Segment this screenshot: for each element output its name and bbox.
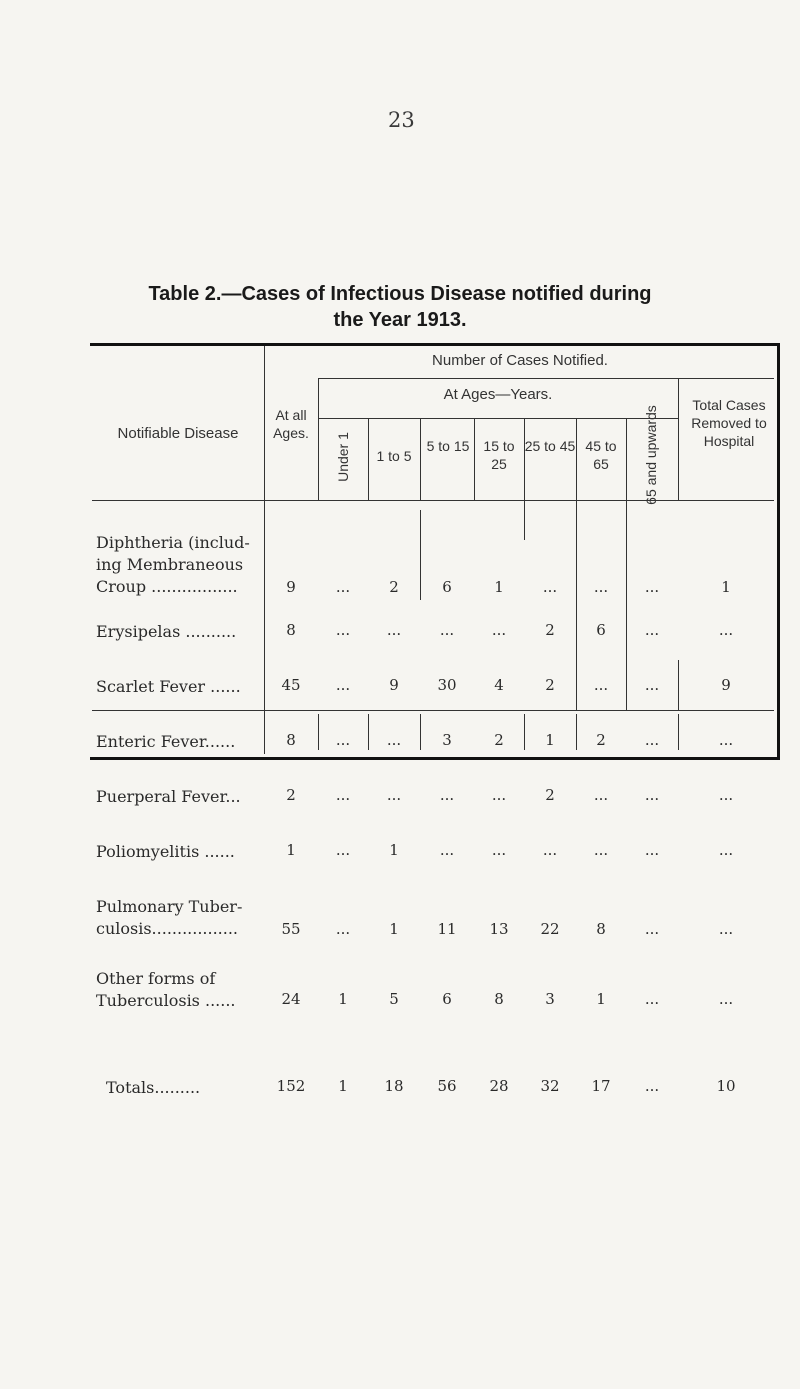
header-age-5-to-15: 5 to 15 (426, 438, 470, 454)
header-age-under-1: Under 1 (335, 432, 351, 482)
total-cell: 10 (716, 1077, 736, 1095)
table-cell: ... (644, 786, 660, 804)
row-label-enteric-fever: Enteric Fever...... (96, 732, 236, 751)
page-number: 23 (388, 108, 415, 132)
divider (524, 500, 525, 540)
divider (626, 418, 627, 500)
table-cell: 3 (442, 731, 452, 749)
table-cell: 2 (545, 786, 555, 804)
row-label-erysipelas: Erysipelas .......... (96, 622, 237, 641)
table-cell: 1 (338, 990, 348, 1008)
table-cell: ... (718, 786, 734, 804)
table-cell: 2 (545, 676, 555, 694)
table-cell: ... (386, 786, 402, 804)
table-cell: 45 (281, 676, 301, 694)
table-cell: 30 (437, 676, 457, 694)
divider (524, 418, 525, 500)
table-cell: 6 (596, 621, 606, 639)
row-label-pulmonary-tuberculosis: Pulmonary Tuber- culosis................. (96, 897, 243, 938)
table-cell: 1 (286, 841, 296, 859)
header-age-1-to-5: 1 to 5 (376, 448, 412, 464)
header-age-65-upwards: 65 and upwards (643, 405, 659, 505)
table-cell: ... (491, 841, 507, 859)
table-cell: ... (491, 786, 507, 804)
table-cell: ... (593, 676, 609, 694)
table-title-year: the Year 1913. (333, 309, 467, 331)
header-total-removed: Total Cases Removed to Hospital (691, 397, 767, 449)
table-cell: ... (644, 920, 660, 938)
table-cell: 2 (596, 731, 606, 749)
table-cell: 1 (389, 920, 399, 938)
table-cell: ... (335, 920, 351, 938)
table-cell: ... (335, 841, 351, 859)
header-notifiable-disease: Notifiable Disease (117, 425, 239, 442)
table-cell: 1 (389, 841, 399, 859)
header-number-notified: Number of Cases Notified. (432, 352, 608, 369)
total-cell: 152 (276, 1077, 306, 1095)
table-title: Table 2.—Cases of Infectious Disease notified during (148, 283, 652, 305)
table-cell: 11 (437, 920, 457, 938)
table-cell: ... (644, 578, 660, 596)
table-cell: 13 (489, 920, 509, 938)
row-label-poliomyelitis: Poliomyelitis ...... (96, 842, 235, 861)
divider (420, 418, 421, 500)
row-label-diphtheria: Diphtheria (includ- ing Membraneous Croup ................. (96, 533, 250, 596)
header-age-45-to-65: 45 to 65 (585, 438, 617, 472)
table-cell: ... (439, 841, 455, 859)
table-cell: ... (542, 841, 558, 859)
table-cell: 24 (281, 990, 301, 1008)
header-at-all-ages: At all Ages. (273, 407, 309, 441)
table-cell: ... (644, 841, 660, 859)
table-cell: 8 (286, 621, 296, 639)
header-at-ages-years: At Ages—Years. (443, 386, 553, 403)
table-cell: 2 (545, 621, 555, 639)
table-cell: 9 (389, 676, 399, 694)
table-cell: ... (718, 990, 734, 1008)
table-cell: 22 (540, 920, 560, 938)
table-cell: ... (718, 920, 734, 938)
total-cell: 56 (437, 1077, 457, 1095)
table-cell: 8 (596, 920, 606, 938)
table-cell: ... (718, 731, 734, 749)
table-cell: ... (386, 621, 402, 639)
table-cell: ... (644, 621, 660, 639)
table-cell: ... (542, 578, 558, 596)
table-cell: ... (718, 621, 734, 639)
table-cell: ... (593, 841, 609, 859)
table-cell: 2 (389, 578, 399, 596)
divider (318, 378, 774, 379)
table-cell: ... (335, 731, 351, 749)
table-cell: ... (718, 841, 734, 859)
total-cell: 1 (338, 1077, 348, 1095)
table-cell: 6 (442, 990, 452, 1008)
header-age-15-to-25: 15 to 25 (483, 438, 515, 472)
table-cell: 9 (721, 676, 731, 694)
table-cell: 3 (545, 990, 555, 1008)
table-cell: 1 (545, 731, 555, 749)
total-cell: 32 (540, 1077, 560, 1095)
table-cell: 9 (286, 578, 296, 596)
table-cell: ... (386, 731, 402, 749)
table-cell: 4 (494, 676, 504, 694)
total-cell: 18 (384, 1077, 404, 1095)
table-cell: ... (644, 676, 660, 694)
table-cell: ... (335, 578, 351, 596)
table-cell: 8 (494, 990, 504, 1008)
divider (318, 418, 678, 419)
total-cell: 17 (591, 1077, 611, 1095)
header-age-25-to-45: 25 to 45 (524, 438, 576, 454)
table-cell: ... (593, 786, 609, 804)
divider (264, 346, 265, 754)
table-cell: 8 (286, 731, 296, 749)
table-cell: ... (335, 786, 351, 804)
table-cell: 1 (494, 578, 504, 596)
table-cell: 2 (494, 731, 504, 749)
table-cell: ... (491, 621, 507, 639)
row-label-other-tuberculosis: Other forms of Tuberculosis ...... (96, 969, 236, 1010)
row-label-scarlet-fever: Scarlet Fever ...... (96, 677, 241, 696)
table-cell: ... (644, 990, 660, 1008)
table-cell: 1 (721, 578, 731, 596)
table-cell: ... (335, 621, 351, 639)
divider (92, 710, 774, 711)
table-cell: ... (439, 786, 455, 804)
total-cell: ... (644, 1077, 660, 1095)
table-cell: 55 (281, 920, 301, 938)
table-cell: ... (644, 731, 660, 749)
table-cell: 1 (596, 990, 606, 1008)
table-cell: 5 (389, 990, 399, 1008)
table-cell: ... (593, 578, 609, 596)
row-label-totals: Totals......... (106, 1078, 201, 1097)
total-cell: 28 (489, 1077, 509, 1095)
table-cell: 2 (286, 786, 296, 804)
divider (92, 500, 774, 501)
divider (678, 378, 679, 500)
table-cell: ... (335, 676, 351, 694)
table-cell: 6 (442, 578, 452, 596)
table-cell: ... (439, 621, 455, 639)
row-label-puerperal-fever: Puerperal Fever... (96, 787, 241, 806)
